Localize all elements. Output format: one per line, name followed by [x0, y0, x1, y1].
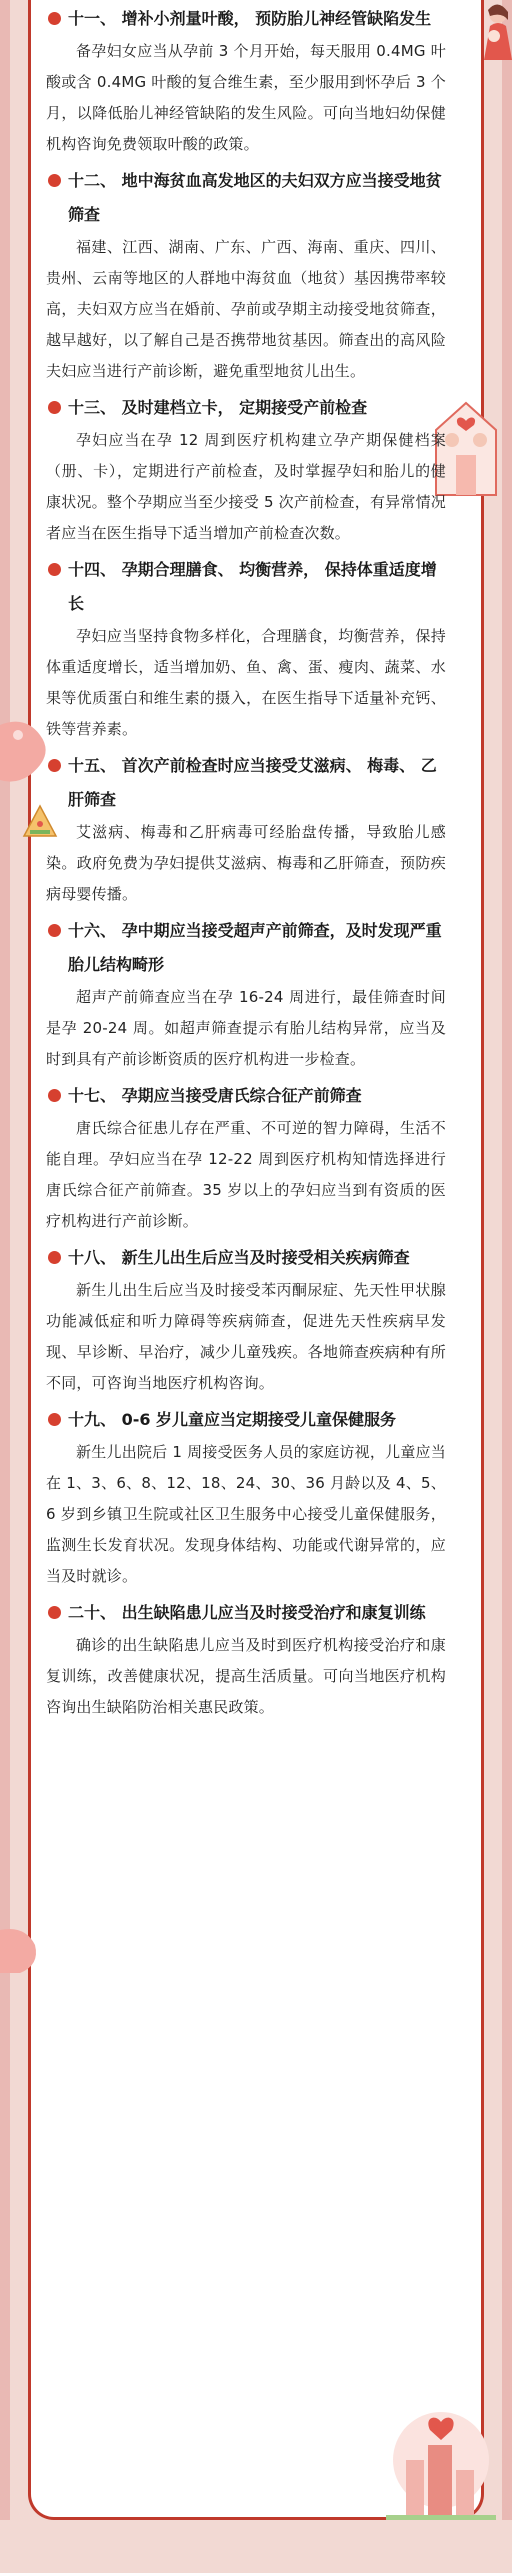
section-heading-text: 十五、 首次产前检查时应当接受艾滋病、 梅毒、 乙肝筛查 [68, 756, 437, 809]
cityscape-icon [386, 2400, 496, 2530]
bullet-dot [48, 924, 61, 937]
section-12 [46, 164, 446, 387]
section-heading-text: 十二、 地中海贫血高发地区的夫妇双方应当接受地贫筛查 [68, 171, 442, 224]
section-16 [46, 914, 446, 1075]
section-body: 唐氏综合征患儿存在严重、不可逆的智力障碍，生活不能自理。孕妇应当在孕 12-22 周到医疗机构知情选择进行唐氏综合征产前筛查。35 岁以上的孕妇应当到有资质的医疗机构进行产前诊断。 [46, 1119, 446, 1230]
bullet-dot [48, 12, 61, 25]
section-heading-text: 二十、 出生缺陷患儿应当及时接受治疗和康复训练 [68, 1603, 426, 1622]
section-heading [46, 1596, 446, 1630]
left-stripe [0, 0, 10, 2573]
section-heading [46, 391, 446, 425]
section-heading [46, 1241, 446, 1275]
bullet-dot [48, 1251, 61, 1264]
cloud-icon [0, 715, 50, 785]
section-14 [46, 553, 446, 745]
section-body: 艾滋病、梅毒和乙肝病毒可经胎盘传播，导致胎儿感染。政府免费为孕妇提供艾滋病、梅毒和乙肝筛查，预防疾病母婴传播。 [46, 823, 446, 903]
section-body: 孕妇应当坚持食物多样化，合理膳食，均衡营养，保持体重适度增长，适当增加奶、鱼、禽、蛋、瘦肉、蔬菜、水果等优质蛋白和维生素的摄入，在医生指导下适量补充钙、铁等营养素。 [46, 627, 446, 738]
section-body: 备孕妇女应当从孕前 3 个月开始，每天服用 0.4MG 叶酸或含 0.4MG 叶酸的复合维生素，至少服用到怀孕后 3 个月，以降低胎儿神经管缺陷的发生风险。可向当地妇幼保健机构咨询免费领取叶酸的政策。 [46, 42, 446, 153]
section-body: 超声产前筛查应当在孕 16-24 周进行，最佳筛查时间是孕 20-24 周。如超声筛查提示有胎儿结构异常，应当及时到具有产前诊断资质的医疗机构进一步检查。 [46, 988, 446, 1068]
section-heading [46, 1403, 446, 1437]
section-heading-text: 十四、 孕期合理膳食、 均衡营养， 保持体重适度增长 [68, 560, 437, 613]
section-heading [46, 553, 446, 621]
section-body: 新生儿出生后应当及时接受苯丙酮尿症、先天性甲状腺功能减低症和听力障碍等疾病筛查，促进先天性疾病早发现、早诊断、早治疗，减少儿童残疾。各地筛查疾病种有所不同，可咨询当地医疗机构咨询。 [46, 1281, 446, 1392]
article-content [46, 2, 446, 1727]
section-19 [46, 1403, 446, 1592]
section-13 [46, 391, 446, 549]
section-11 [46, 2, 446, 160]
footer-band [0, 2520, 512, 2573]
section-20 [46, 1596, 446, 1723]
section-17 [46, 1079, 446, 1237]
section-heading-text: 十九、 0-6 岁儿童应当定期接受儿童保健服务 [68, 1410, 397, 1429]
section-heading [46, 914, 446, 982]
section-18 [46, 1241, 446, 1399]
bullet-dot [48, 1413, 61, 1426]
bullet-dot [48, 563, 61, 576]
bullet-dot [48, 759, 61, 772]
section-heading [46, 164, 446, 232]
mother-icon [472, 2, 512, 62]
section-heading-text: 十六、 孕中期应当接受超声产前筛查，及时发现严重胎儿结构畸形 [68, 921, 442, 974]
cloud-icon [0, 1925, 40, 1975]
section-body: 福建、江西、湖南、广东、广西、海南、重庆、四川、贵州、云南等地区的人群地中海贫血（地贫）基因携带率较高，夫妇双方应当在婚前、孕前或孕期主动接受地贫筛查，越早越好，以了解自己是否携带地贫基因。筛查出的高风险夫妇应当进行产前诊断，避免重型地贫儿出生。 [46, 238, 446, 380]
section-body: 孕妇应当在孕 12 周到医疗机构建立孕产期保健档案（册、卡），定期进行产前检查，及时掌握孕妇和胎儿的健康状况。整个孕期应当至少接受 5 次产前检查，有异常情况者应当在医生指导下适当增加产前检查次数。 [46, 431, 446, 542]
bullet-dot [48, 1089, 61, 1102]
section-heading-text: 十七、 孕期应当接受唐氏综合征产前筛查 [68, 1086, 362, 1105]
section-heading-text: 十一、 增补小剂量叶酸， 预防胎儿神经管缺陷发生 [68, 9, 432, 28]
section-heading [46, 749, 446, 817]
section-heading-text: 十八、 新生儿出生后应当及时接受相关疾病筛查 [68, 1248, 410, 1267]
bullet-dot [48, 174, 61, 187]
section-heading [46, 1079, 446, 1113]
bullet-dot [48, 1606, 61, 1619]
bullet-dot [48, 401, 61, 414]
section-heading [46, 2, 446, 36]
section-body: 新生儿出院后 1 周接受医务人员的家庭访视，儿童应当在 1、3、6、8、12、18、24、30、36 月龄以及 4、5、6 岁到乡镇卫生院或社区卫生服务中心接受儿童保健服务，监测生长发育状况。发现身体结构、功能或代谢异常的，应当及时就诊。 [46, 1443, 446, 1585]
section-15 [46, 749, 446, 910]
section-body: 确诊的出生缺陷患儿应当及时到医疗机构接受治疗和康复训练，改善健康状况，提高生活质量。可向当地医疗机构咨询出生缺陷防治相关惠民政策。 [46, 1636, 446, 1716]
section-heading-text: 十三、 及时建档立卡， 定期接受产前检查 [68, 398, 368, 417]
